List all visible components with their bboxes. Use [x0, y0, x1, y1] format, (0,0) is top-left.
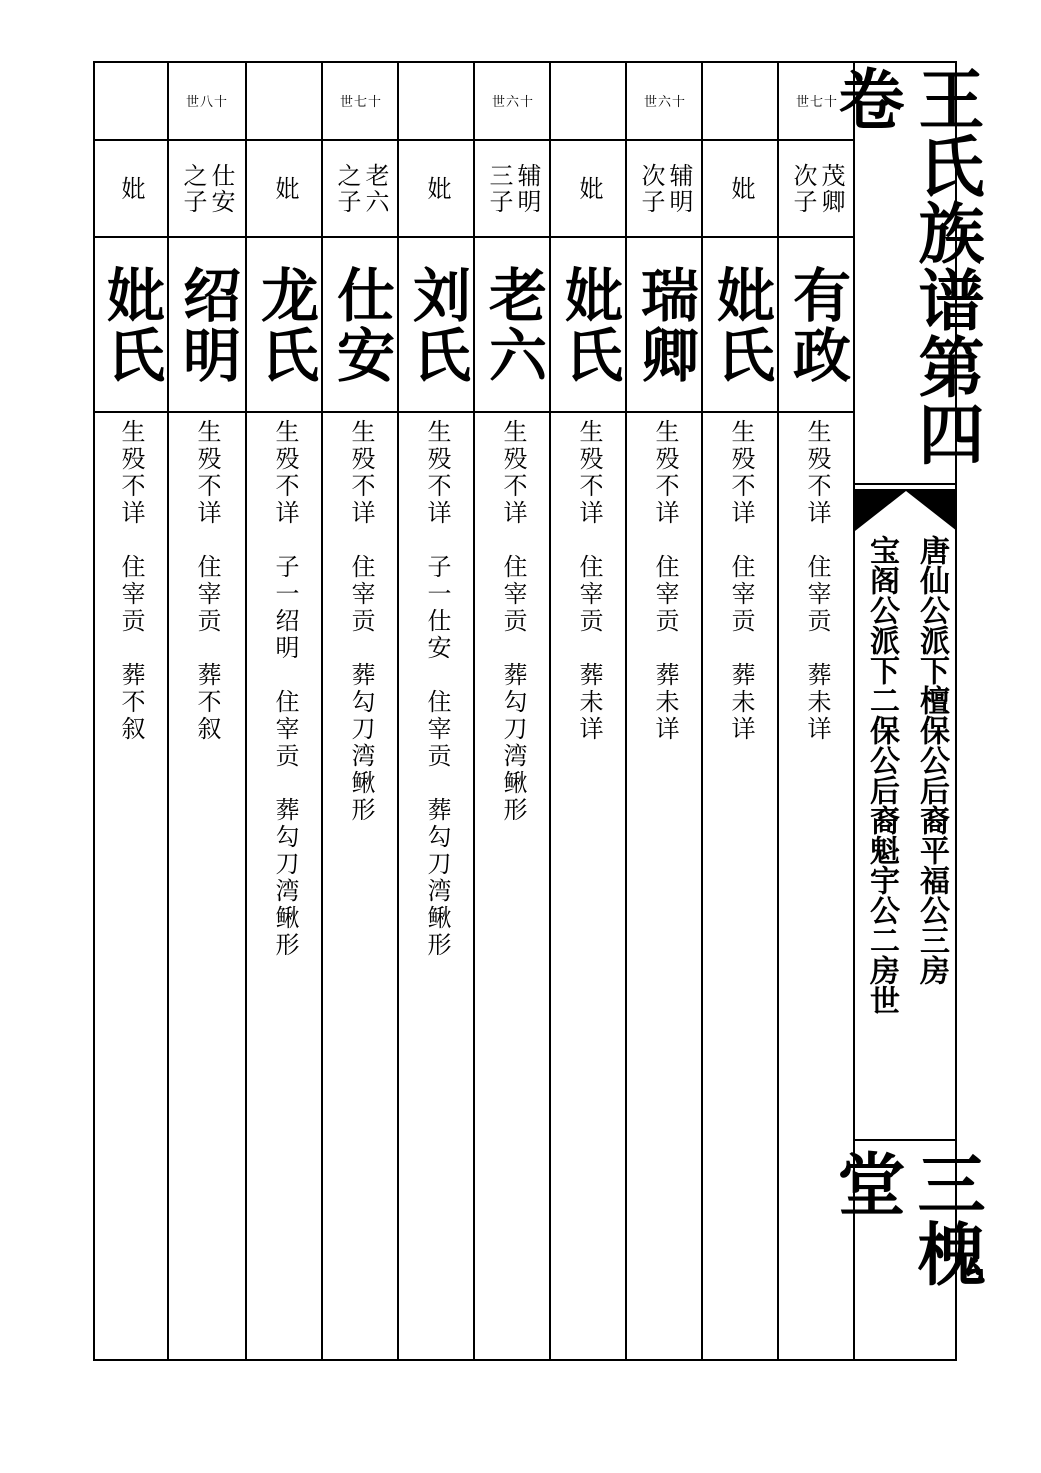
hall-rule: [855, 1139, 957, 1141]
description-cell: [703, 413, 779, 1353]
genealogy-column: [475, 61, 551, 1361]
generation-label: 世七十: [339, 94, 382, 110]
person-name: 妣氏: [555, 264, 623, 385]
person-description: 生殁不详 住宰贡 葬未详: [651, 419, 679, 743]
genealogy-column: [93, 61, 169, 1361]
person-description: 生殁不详 子一绍明 住宰贡 葬勾刀湾鳅形: [271, 419, 299, 959]
name-cell: [323, 238, 399, 411]
relation-cell: [93, 141, 169, 236]
genealogy-column: [323, 61, 399, 1361]
fishtail-ornament: [855, 487, 957, 531]
title-rule: [855, 483, 957, 485]
person-name: 有政: [783, 264, 851, 385]
relation-cell: [323, 141, 399, 236]
name-cell: [703, 238, 779, 411]
generation-label: 世七十: [795, 94, 838, 110]
relation-cell: [169, 141, 245, 236]
generation-label: 世六十: [643, 94, 686, 110]
generation-label: [703, 61, 779, 139]
generation-label: [247, 61, 323, 139]
generation-label: [399, 61, 475, 139]
name-cell: [93, 238, 169, 411]
relation-text: 辅明 三子: [485, 162, 541, 215]
person-name: 瑞卿: [631, 264, 699, 385]
description-cell: [169, 413, 245, 1353]
person-description: 生殁不详 子一仕安 住宰贡 葬勾刀湾鳅形: [423, 419, 451, 959]
relation-text: 妣: [117, 175, 145, 202]
name-cell: [475, 238, 551, 411]
relation-text: 妣: [727, 175, 755, 202]
relation-cell: [703, 141, 779, 236]
genealogy-column: [247, 61, 323, 1361]
name-cell: [247, 238, 323, 411]
relation-text: 妣: [423, 175, 451, 202]
generation-label: 世八十: [185, 94, 228, 110]
person-name: 妣氏: [97, 264, 165, 385]
person-name: 刘氏: [403, 264, 471, 385]
relation-text: 老六 之子: [333, 162, 389, 215]
description-cell: [93, 413, 169, 1353]
description-cell: [627, 413, 703, 1353]
subtitle-cell-right: [907, 535, 955, 1135]
hall-name-cell: [826, 1143, 986, 1353]
person-description: 生殁不详 住宰贡 葬未详: [575, 419, 603, 743]
description-cell: [323, 413, 399, 1353]
volume-title-cell: [827, 61, 985, 481]
volume-title: 王氏族谱第四卷: [827, 65, 985, 467]
person-description: 生殁不详 住宰贡 葬不叙: [193, 419, 221, 743]
name-cell: [551, 238, 627, 411]
hall-name: 三槐堂: [826, 1149, 986, 1289]
relation-text: 妣: [271, 175, 299, 202]
person-name: 仕安: [327, 264, 395, 385]
relation-text: 妣: [575, 175, 603, 202]
subtitle-line: 宝阁公派下二保公后裔魁宇公二房世: [864, 535, 899, 1015]
relation-text: 辅明 次子: [637, 162, 693, 215]
genealogy-column: [703, 61, 779, 1361]
name-cell: [399, 238, 475, 411]
person-name: 老六: [479, 264, 547, 385]
description-cell: [475, 413, 551, 1353]
person-description: 生殁不详 住宰贡 葬不叙: [117, 419, 145, 743]
generation-label: [93, 61, 169, 139]
description-cell: [551, 413, 627, 1353]
person-name: 绍明: [173, 264, 241, 385]
description-cell: [247, 413, 323, 1353]
generation-label: [551, 61, 627, 139]
relation-cell: [475, 141, 551, 236]
person-name: 龙氏: [251, 264, 319, 385]
relation-cell: [399, 141, 475, 236]
relation-cell: [551, 141, 627, 236]
person-name: 妣氏: [707, 264, 775, 385]
relation-cell: [247, 141, 323, 236]
generation-label: 世六十: [491, 94, 534, 110]
title-panel: [826, 61, 986, 1361]
subtitle-cell-left: [857, 535, 905, 1135]
description-cell: [399, 413, 475, 1353]
relation-cell: [627, 141, 703, 236]
genealogy-column: [399, 61, 475, 1361]
person-description: 生殁不详 住宰贡 葬未详: [803, 419, 831, 743]
relation-text: 仕安 之子: [179, 162, 235, 215]
person-description: 生殁不详 住宰贡 葬勾刀湾鳅形: [499, 419, 527, 824]
genealogy-column: [627, 61, 703, 1361]
genealogy-column: [169, 61, 245, 1361]
person-description: 生殁不详 住宰贡 葬勾刀湾鳅形: [347, 419, 375, 824]
name-cell: [169, 238, 245, 411]
relation-text: 茂卿 次子: [789, 162, 845, 215]
person-description: 生殁不详 住宰贡 葬未详: [727, 419, 755, 743]
genealogy-column: [551, 61, 627, 1361]
subtitle-line: 唐仙公派下檀保公后裔平福公三房: [914, 535, 949, 985]
name-cell: [627, 238, 703, 411]
